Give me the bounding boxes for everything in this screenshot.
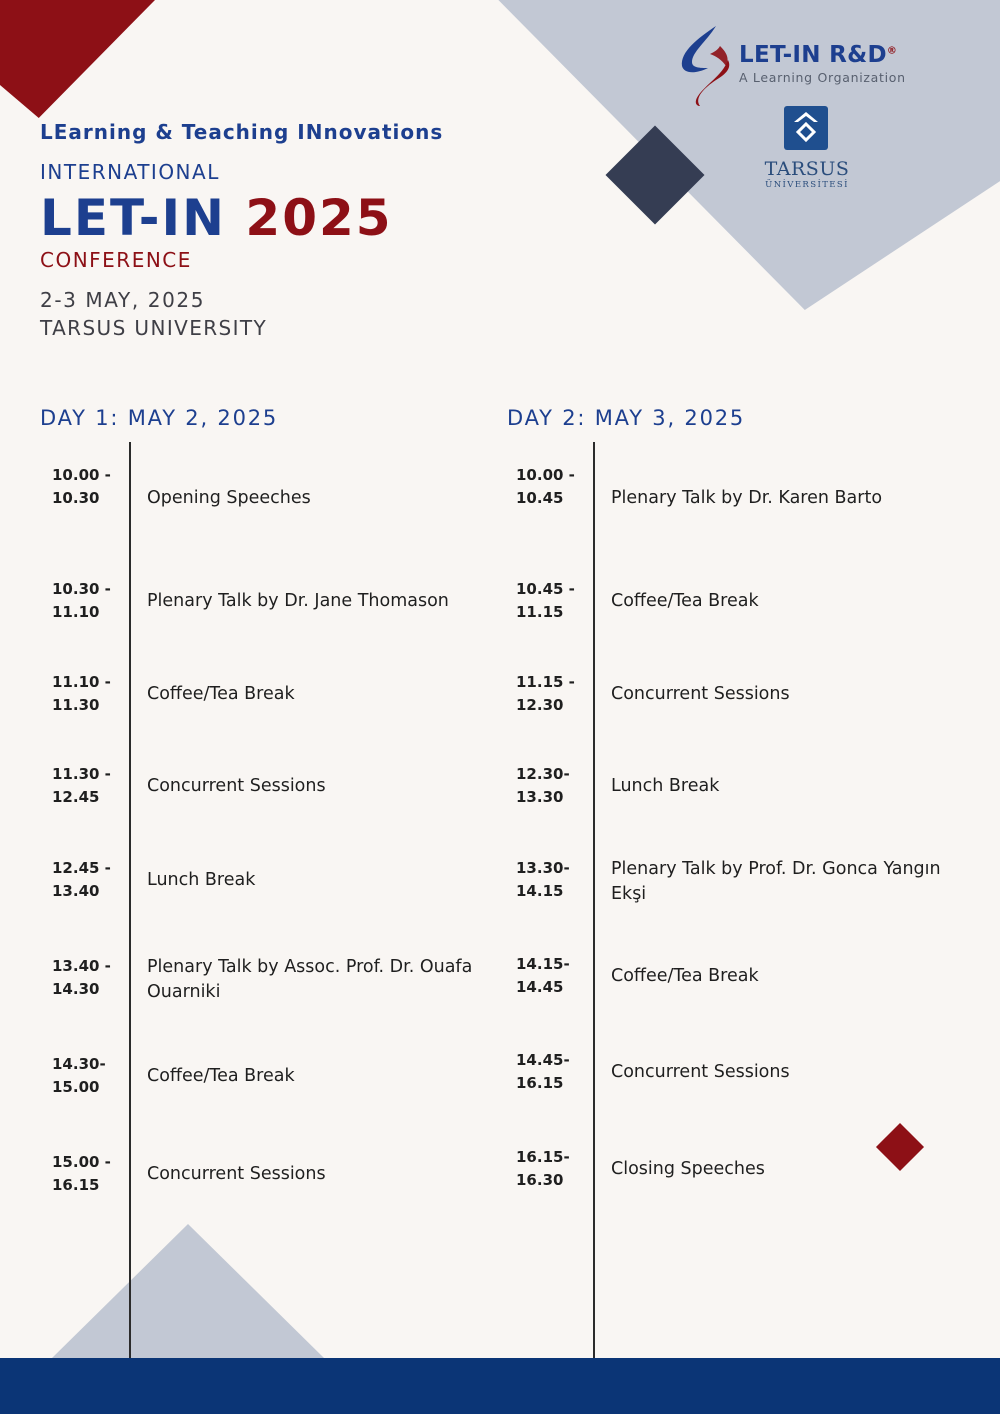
title-let-in: LET-IN <box>40 189 226 247</box>
slot-time: 10.45 - 11.15 <box>516 580 575 621</box>
international-label: INTERNATIONAL <box>40 160 220 184</box>
tarsus-university-logo <box>752 106 862 196</box>
slot-time: 12.30- 13.30 <box>516 765 570 806</box>
slot-time: 14.15- 14.45 <box>516 955 570 996</box>
slot-event: Coffee/Tea Break <box>611 591 759 611</box>
slot-event: Lunch Break <box>147 870 256 890</box>
let-in-flame-icon <box>676 24 734 108</box>
slot-event: Concurrent Sessions <box>611 1062 790 1082</box>
conference-venue: TARSUS UNIVERSITY <box>40 316 268 340</box>
slot-time: 14.45- 16.15 <box>516 1051 570 1092</box>
slot-time: 12.45 - 13.40 <box>52 859 111 900</box>
slot-time: 13.40 - 14.30 <box>52 957 111 998</box>
slot-time: 11.15 - 12.30 <box>516 673 575 714</box>
conference-dates: 2-3 MAY, 2025 <box>40 288 206 312</box>
slot-time: 11.30 - 12.45 <box>52 765 111 806</box>
title-year: 2025 <box>245 189 393 247</box>
slot-event: Closing Speeches <box>611 1159 765 1179</box>
slot-event: Concurrent Sessions <box>147 1164 326 1184</box>
conference-label: CONFERENCE <box>40 248 192 272</box>
slot-time: 14.30- 15.00 <box>52 1055 106 1096</box>
footer-bar <box>0 1358 1000 1414</box>
conference-tagline: LEarning & Teaching INnovations <box>40 120 444 144</box>
conference-title <box>40 190 393 246</box>
slot-time: 10.00 - 10.45 <box>516 466 575 507</box>
slot-event: Opening Speeches <box>147 488 311 508</box>
slot-event: Plenary Talk by Dr. Jane Thomason <box>147 591 449 611</box>
let-in-logo <box>676 24 936 108</box>
trademark-symbol: ® <box>886 45 898 57</box>
grey-bottom-triangle <box>52 1224 324 1358</box>
tarsus-logo-name: TARSUS <box>764 158 850 180</box>
slot-event: Concurrent Sessions <box>147 776 326 796</box>
slot-event: Plenary Talk by Dr. Karen Barto <box>611 488 883 508</box>
slot-event: Concurrent Sessions <box>611 684 790 704</box>
day-2-title: DAY 2: MAY 3, 2025 <box>507 406 746 430</box>
tarsus-emblem-icon <box>784 106 828 150</box>
let-in-logo-title: LET-IN R&D® <box>739 42 898 68</box>
slot-time: 15.00 - 16.15 <box>52 1153 111 1194</box>
slot-event: Coffee/Tea Break <box>147 1066 295 1086</box>
slot-time: 16.15- 16.30 <box>516 1148 570 1189</box>
slot-event: Coffee/Tea Break <box>611 966 759 986</box>
tarsus-logo-subtitle: ÜNİVERSİTESİ <box>765 180 849 190</box>
slot-time: 10.30 - 11.10 <box>52 580 111 621</box>
slot-time: 13.30- 14.15 <box>516 859 570 900</box>
slot-event: Plenary Talk by Assoc. Prof. Dr. Ouafa Ouarniki <box>147 957 473 1002</box>
slot-event: Plenary Talk by Prof. Dr. Gonca Yangın Ekşi <box>611 859 941 904</box>
slot-event: Coffee/Tea Break <box>147 684 295 704</box>
red-corner-triangle <box>0 0 155 118</box>
slot-event: Lunch Break <box>611 776 720 796</box>
day-1-title: DAY 1: MAY 2, 2025 <box>40 406 279 430</box>
slot-time: 10.00 - 10.30 <box>52 466 111 507</box>
slot-time: 11.10 - 11.30 <box>52 673 111 714</box>
let-in-logo-subtitle: A Learning Organization <box>739 70 906 85</box>
